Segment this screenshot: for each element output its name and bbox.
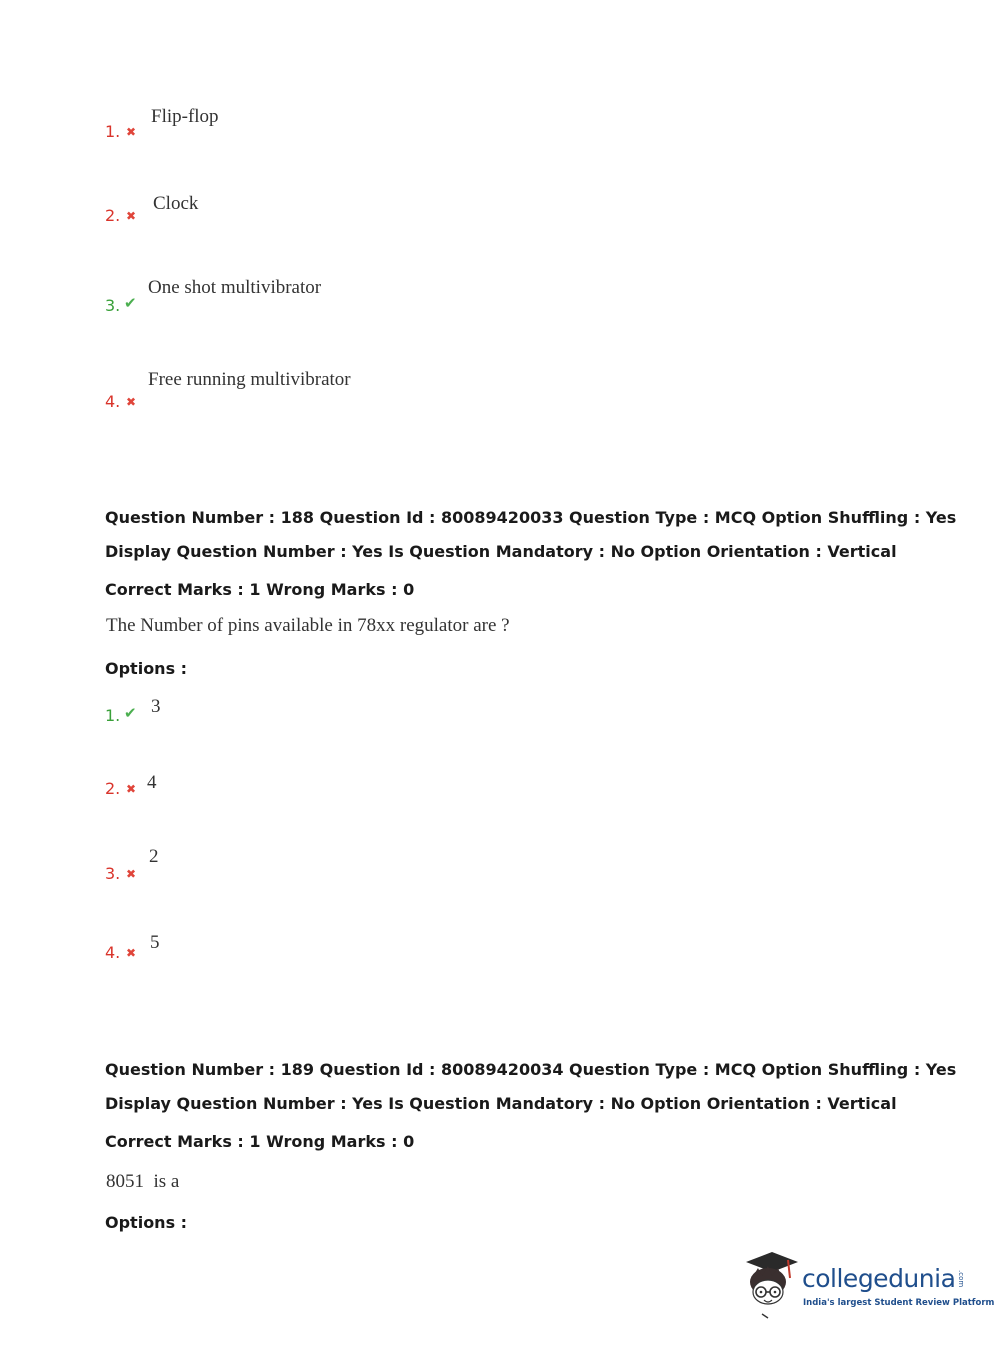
option-number: 3. bbox=[105, 864, 121, 883]
mascot-icon bbox=[742, 1248, 802, 1320]
question-meta-line1: Question Number : 189 Question Id : 80089420034 Question Type : MCQ Option Shuffling : Yes bbox=[105, 1060, 957, 1079]
wrong-icon: ✖ bbox=[126, 946, 137, 960]
option-text: Clock bbox=[153, 193, 199, 214]
options-label: Options : bbox=[105, 659, 188, 678]
option-number: 1. bbox=[105, 706, 121, 725]
question-marks: Correct Marks : 1 Wrong Marks : 0 bbox=[105, 580, 415, 599]
wrong-icon: ✖ bbox=[126, 209, 137, 223]
option-text: 5 bbox=[150, 932, 160, 953]
logo-wordmark: collegedunia bbox=[802, 1264, 956, 1293]
options-label: Options : bbox=[105, 1213, 188, 1232]
option-text: Flip-flop bbox=[151, 106, 219, 127]
option-number: 3. bbox=[105, 296, 121, 315]
wrong-icon: ✖ bbox=[126, 867, 137, 881]
option-number: 2. bbox=[105, 779, 121, 798]
wrong-icon: ✖ bbox=[126, 395, 137, 409]
option-text: 2 bbox=[149, 846, 159, 867]
question-meta-line2: Display Question Number : Yes Is Question Mandatory : No Option Orientation : Vertical bbox=[105, 1094, 897, 1113]
question-meta-line1: Question Number : 188 Question Id : 80089420033 Question Type : MCQ Option Shuffling : Yes bbox=[105, 508, 957, 527]
question-marks: Correct Marks : 1 Wrong Marks : 0 bbox=[105, 1132, 415, 1151]
collegedunia-logo bbox=[742, 1248, 995, 1320]
option-number: 4. bbox=[105, 943, 121, 962]
logo-tagline: India's largest Student Review Platform bbox=[803, 1298, 995, 1308]
option-text: 4 bbox=[147, 772, 157, 793]
option-text: 3 bbox=[151, 696, 161, 717]
option-number: 1. bbox=[105, 122, 121, 141]
option-text: One shot multivibrator bbox=[148, 277, 322, 298]
option-number: 2. bbox=[105, 206, 121, 225]
check-icon: ✔ bbox=[124, 704, 137, 722]
logo-suffix: .com bbox=[957, 1270, 965, 1288]
option-number: 4. bbox=[105, 392, 121, 411]
question-meta-line2: Display Question Number : Yes Is Question Mandatory : No Option Orientation : Vertical bbox=[105, 542, 897, 561]
wrong-icon: ✖ bbox=[126, 125, 137, 139]
question-text: 8051 is a bbox=[106, 1171, 180, 1192]
wrong-icon: ✖ bbox=[126, 782, 137, 796]
question-text: The Number of pins available in 78xx regulator are ? bbox=[106, 615, 510, 636]
check-icon: ✔ bbox=[124, 294, 137, 312]
option-text: Free running multivibrator bbox=[148, 369, 351, 390]
